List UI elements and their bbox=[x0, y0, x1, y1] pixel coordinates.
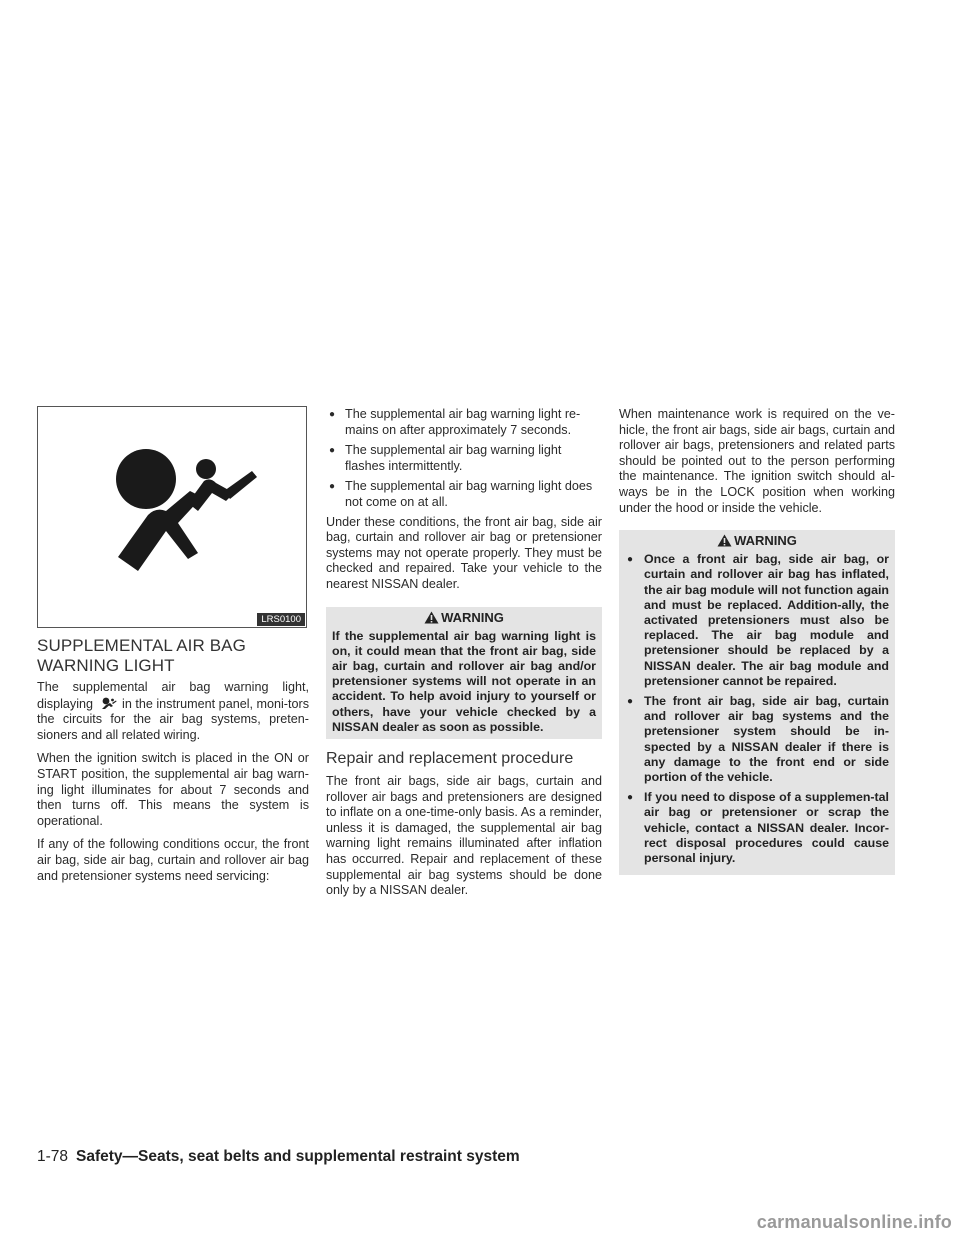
warning-header bbox=[332, 607, 596, 629]
bullet-icon: ● bbox=[627, 792, 634, 804]
chapter-title: Safety—Seats, seat belts and supplemental restraint system bbox=[76, 1148, 520, 1165]
maintenance-paragraph: When maintenance work is required on the ve-hicle, the front air bags, side air bags, curtain and rollover air bags, pretensioners and related parts should be pointed out to the person performing the maintenance. The ignition switch should al-ways be in the LOCK position when working under the hood or inside the vehicle. bbox=[619, 407, 895, 515]
list-item bbox=[625, 694, 889, 785]
bullet-icon: ● bbox=[329, 409, 336, 420]
list-item bbox=[625, 552, 889, 689]
list-item bbox=[326, 443, 602, 474]
warning-header bbox=[625, 530, 889, 552]
bullet-icon: ● bbox=[627, 554, 634, 566]
subsection-title: Repair and replacement procedure bbox=[326, 749, 574, 767]
list-item bbox=[326, 479, 602, 510]
watermark: carmanualsonline.info bbox=[756, 1212, 952, 1232]
conditions-paragraph: If any of the following conditions occur, the front air bag, side air bag, curtain and rollover air bag and pretensioner systems need servicing: bbox=[37, 837, 309, 883]
list-item-text: The supplemental air bag warning light does not come on at all. bbox=[345, 479, 593, 509]
column-3-body bbox=[619, 407, 895, 875]
service-paragraph: Under these conditions, the front air bag, side air bag, curtain and rollover air bag or pretensioner systems may not operate properly. They must be checked and repaired. Take your vehicle to the nearest NISSAN dealer. bbox=[326, 514, 602, 591]
conditions-list bbox=[326, 407, 602, 511]
page-footer bbox=[37, 1148, 520, 1166]
list-item-text: Once a front air bag, side air bag, or curtain and rollover air bag has inflated, the air bag module will not function again and must be replaced. Addition-ally, the activated pretensioners must also be replaced. The air bag module and pretensioner should be replaced by a NISSAN dealer. The air bag module and pretensioner cannot be repaired. bbox=[644, 552, 889, 688]
warning-label: WARNING bbox=[441, 609, 504, 625]
section-title bbox=[37, 636, 309, 676]
list-item-text: If you need to dispose of a supplemen-tal air bag or pretensioner or scrap the vehicle, contact a NISSAN dealer. Incor-rect disposal procedures could cause personal injury. bbox=[644, 790, 889, 866]
intro-rest: in the instrument panel, moni-tors the circuits for the air bag systems, preten-sioners and all related wiring. bbox=[37, 696, 309, 742]
airbag-warning-light-figure bbox=[37, 406, 307, 628]
warning-triangle-icon bbox=[717, 534, 732, 547]
list-item-text: The supplemental air bag warning light re-mains on after approximately 7 seconds. bbox=[345, 407, 581, 437]
bullet-icon: ● bbox=[627, 695, 634, 707]
list-item-text: The front air bag, side air bag, curtain and rollover air bag systems and the pretensioner system should be in-spected by a NISSAN dealer if there is any damage to the front end or side portion of the vehicle. bbox=[644, 693, 889, 784]
warning-triangle-icon bbox=[424, 611, 439, 624]
figure-code-label: LRS0100 bbox=[257, 613, 305, 626]
warning-list bbox=[625, 552, 889, 866]
repair-paragraph: The front air bags, side air bags, curtain and rollover air bags and pretensioners are designed to inflate on a one-time-only basis. As a reminder, unless it is damaged, the supplemental air bag warning light remains illuminated after inflation has occurred. Repair and replacement of these supplemental air bag systems should be done only by a NISSAN dealer. bbox=[326, 773, 602, 898]
column-1-body bbox=[37, 680, 309, 884]
warning-text: If the supplemental air bag warning light is on, it could mean that the front air bag, side air bag, curtain and rollover air bag and/or pretensioner systems will not operate in an accident. To help avoid injury to yourself or others, have your vehicle checked by a NISSAN dealer as soon as possible. bbox=[332, 628, 596, 734]
list-item bbox=[625, 790, 889, 866]
airbag-inline-icon bbox=[98, 696, 118, 710]
page-number: 1-78 bbox=[37, 1148, 69, 1165]
section-title-line2: WARNING LIGHT bbox=[37, 656, 175, 675]
ignition-paragraph: When the ignition switch is placed in the ON or START position, the supplemental air bag warn-ing light illuminates for about 7 seconds and then turns off. This means the system is operational. bbox=[37, 751, 309, 828]
warning-box bbox=[619, 530, 895, 875]
section-title-line1: SUPPLEMENTAL AIR BAG bbox=[37, 636, 246, 655]
bullet-icon: ● bbox=[329, 481, 336, 493]
bullet-icon: ● bbox=[329, 445, 336, 457]
list-item bbox=[326, 407, 602, 438]
intro-lead: The supplemental air bag warning light, displaying bbox=[37, 680, 309, 711]
warning-label: WARNING bbox=[734, 533, 797, 549]
warning-box bbox=[326, 607, 602, 739]
list-item-text: The supplemental air bag warning light flashes intermittently. bbox=[345, 443, 562, 473]
airbag-warning-icon bbox=[38, 407, 306, 627]
intro-paragraph bbox=[37, 680, 309, 743]
column-2-body bbox=[326, 407, 602, 899]
